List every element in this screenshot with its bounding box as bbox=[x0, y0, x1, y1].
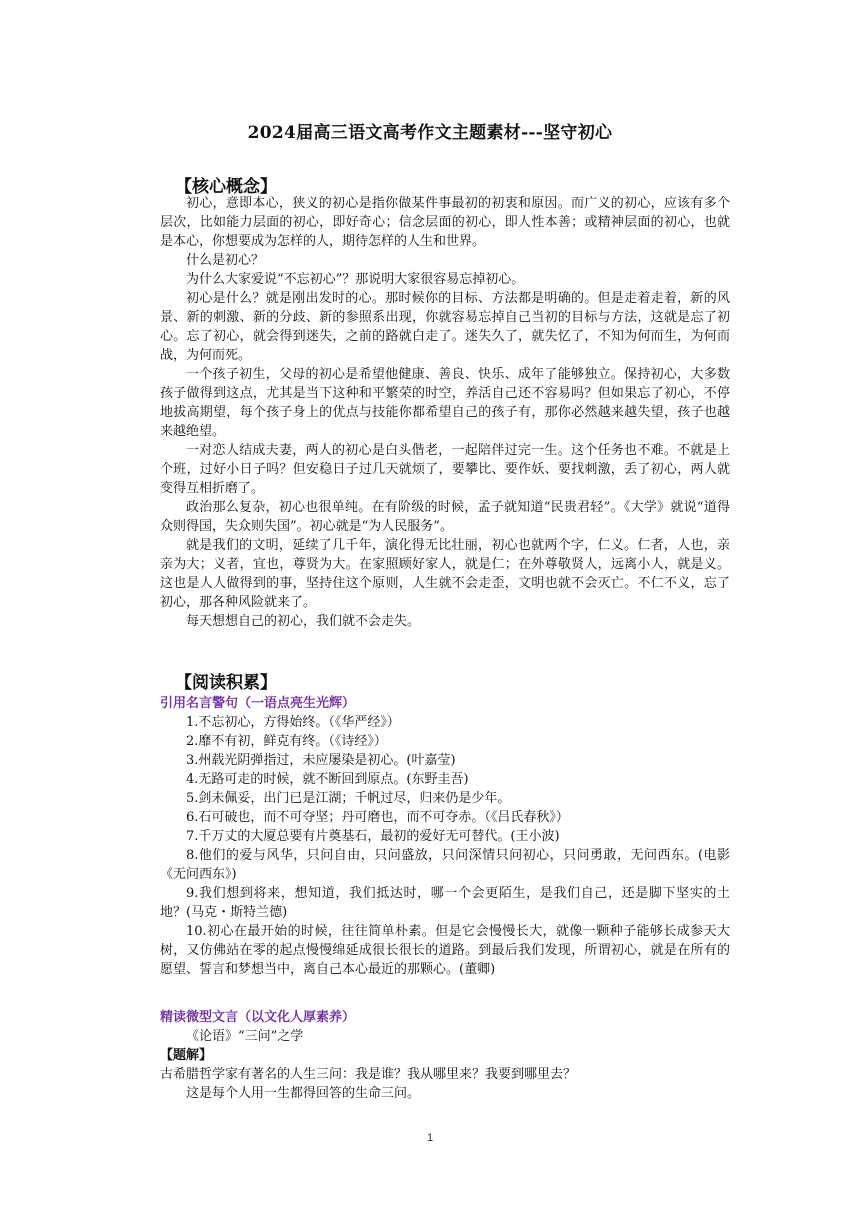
quote-item: 5.剑未佩妥，出门已是江湖；千帆过尽，归来仍是少年。 bbox=[186, 791, 511, 806]
classic-title: 《论语》“三问”之学 bbox=[186, 1029, 304, 1044]
page-number: 1 bbox=[426, 1132, 434, 1144]
paragraph: 每天想想自己的初心，我们就不会走失。 bbox=[186, 614, 421, 629]
quote-item: 2.靡不有初，鲜克有终。（《诗经》） bbox=[186, 734, 387, 749]
tijie-line: 这是每个人用一生都得回答的生命三问。 bbox=[186, 1086, 421, 1101]
quotes-list bbox=[160, 713, 730, 979]
paragraph: 一对恋人结成夫妻，两人的初心是白头偕老，一起陪伴过完一生。这个任务也不难。不就是上个班，过好小日子吗？但安稳日子过几天就烦了，要攀比、要作妖、要找刺激，丢了初心，两人就变得互相折磨了。 bbox=[160, 443, 730, 496]
page-title: 2024届高三语文高考作文主题素材---坚守初心 bbox=[247, 123, 613, 143]
tijie-label: 【题解】 bbox=[160, 1048, 213, 1063]
paragraph: 政治那么复杂，初心也很单纯。在有阶级的时候，孟子就知道“民贵君轻”。《大学》就说“道得众则得国，失众则失国”。初心就是“为人民服务”。 bbox=[160, 500, 730, 534]
tijie-line: 古希腊哲学家有著名的人生三问：我是谁？我从哪里来？我要到哪里去？ bbox=[160, 1067, 577, 1082]
quote-item: 6.石可破也，而不可夺坚；丹可磨也，而不可夺赤。（《吕氏春秋》） bbox=[186, 810, 569, 825]
paragraph: 为什么大家爱说“不忘初心”？那说明大家很容易忘掉初心。 bbox=[186, 272, 525, 287]
quote-item: 3.州载光阴弹指过，未应屡染是初心。(叶嘉莹) bbox=[186, 753, 456, 768]
paragraph: 初心，意即本心，狭义的初心是指你做某件事最初的初衷和原因。而广义的初心，应该有多个层次，比如能力层面的初心，即好奇心；信念层面的初心，即人性本善；或精神层面的初心，也就是本心，你想要成为怎样的人，期待怎样的人生和世界。 bbox=[160, 196, 730, 249]
quote-item: 7.千万丈的大厦总要有片奠基石，最初的爱好无可替代。(王小波) bbox=[186, 829, 560, 844]
paragraph: 什么是初心？ bbox=[186, 253, 265, 268]
classic-section bbox=[160, 1027, 730, 1103]
quote-item: 4.无路可走的时候，就不断回到原点。(东野圭吾) bbox=[186, 772, 469, 787]
quote-item: 10.初心在最开始的时候，往往简单朴素。但是它会慢慢长大，就像一颗种子能够长成参天大树，又仿佛站在零的起点慢慢绵延成很长很长的道路。到最后我们发现，所谓初心，就是在所有的愿望、誓言和梦想当中，离自己本心最近的那颗心。(董卿) bbox=[160, 924, 730, 977]
core-concept-body bbox=[160, 194, 730, 631]
section-heading-reading: 【阅读积累】 bbox=[175, 673, 277, 693]
quote-item: 9.我们想到将来，想知道，我们抵达时，哪一个会更陌生，是我们自己，还是脚下坚实的土地？(马克・斯特兰德) bbox=[160, 886, 730, 920]
quotes-subheading: 引用名言警句（一语点亮生光辉） bbox=[160, 696, 356, 711]
quote-item: 8.他们的爱与风华，只问自由，只问盛放，只问深情只问初心，只问勇敢，无问西东。(电影《无问西东》) bbox=[160, 848, 730, 882]
section-heading-core-concept: 【核心概念】 bbox=[175, 177, 277, 197]
quote-item: 1.不忘初心，方得始终。（《华严经》） bbox=[186, 715, 400, 730]
paragraph: 一个孩子初生，父母的初心是希望他健康、善良、快乐、成年了能够独立。保持初心，大多数孩子做得到这点，尤其是当下这种和平繁荣的时空，养活自己还不容易吗？但如果忘了初心，不停地拔高期望，每个孩子身上的优点与技能你都希望自己的孩子有，那你必然越来越失望，孩子也越来越绝望。 bbox=[160, 367, 730, 439]
classic-subheading: 精读微型文言（以文化人厚素养） bbox=[160, 1010, 356, 1025]
paragraph: 就是我们的文明，延续了几千年，演化得无比壮丽，初心也就两个字，仁义。仁者，人也，亲亲为大；义者，宜也，尊贤为大。在家照顾好家人，就是仁；在外尊敬贤人，远离小人，就是义。这也是人人做得到的事，坚持住这个原则，人生就不会走歪，文明也就不会灭亡。不仁不义，忘了初心，那各种风险就来了。 bbox=[160, 538, 730, 610]
paragraph: 初心是什么？就是刚出发时的心。那时候你的目标、方法都是明确的。但是走着走着，新的风景、新的刺激、新的分歧、新的参照系出现，你就容易忘掉自己当初的目标与方法，这就是忘了初心。忘了初心，就会得到迷失，之前的路就白走了。迷失久了，就失忆了，不知为何而生，为何而战，为何而死。 bbox=[160, 291, 730, 363]
